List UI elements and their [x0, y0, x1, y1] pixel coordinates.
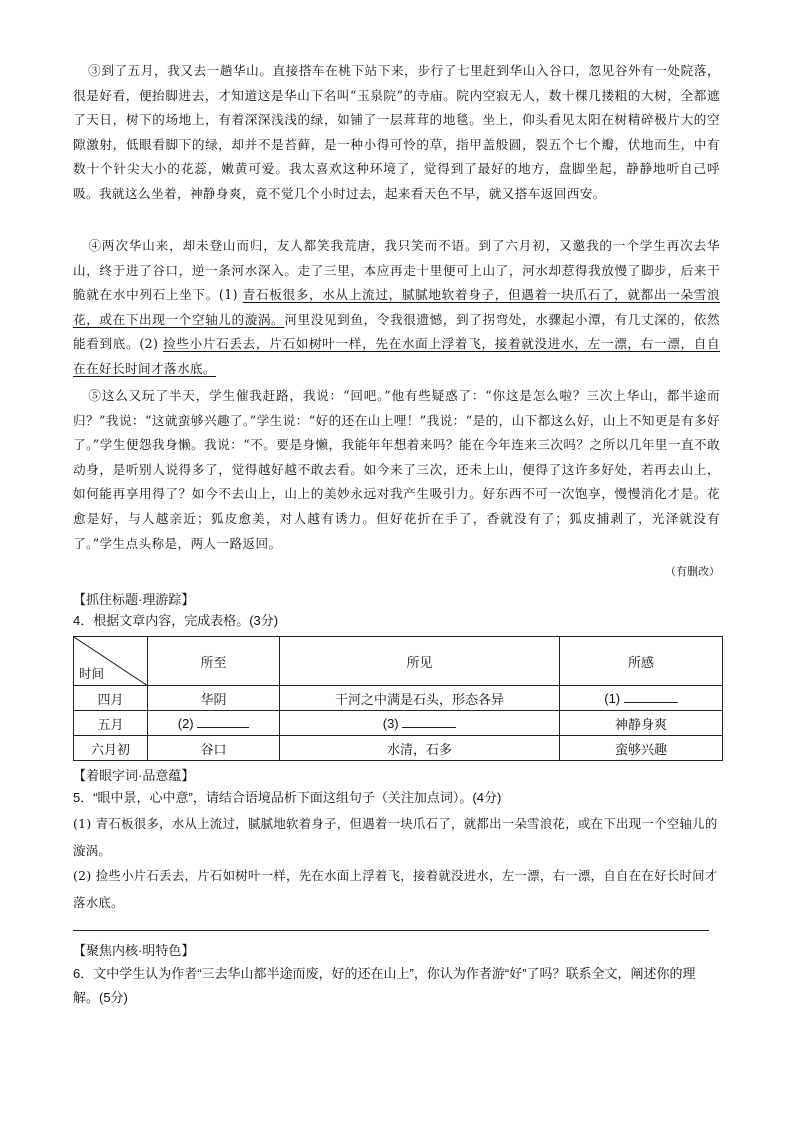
cell-place: 谷口	[148, 736, 280, 761]
passage-paragraph-3: ③到了五月，我又去一趟华山。直接搭车在桃下站下来，步行了七里赶到华山入谷口，忽见谷外有一处院落，很是好看，便抬脚进去，才知道这是华山下名叫“玉泉院”的寺庙。院内空寂无人，数十棵几搂粗的大树，全都遮了天日，树下的场地上，有着深深浅浅的绿，如铺了一层茸茸的地毯。坐上，仰头看见太阳在树精碎极片大的空隙激射，低眼看脚下的绿，却并不是苔藓，是一种小得可怜的草，指甲盖般圆，裂五个七个瓣，伏地而生，中有数十个针尖大小的花蕊，嫩黄可爱。我太喜欢这种环境了，觉得到了最好的地方，盘脚坐起，静静地听自己呼吸。我就这么坐着，神静身爽，竟不觉几个小时过去，起来看天色不早，就又搭车返回西安。	[73, 63, 720, 201]
section-title-3: 【聚焦内核·明特色】	[73, 943, 195, 958]
cell-felt: 神静身爽	[560, 711, 723, 736]
question-6: 6．文中学生认为作者“三去华山都半途而废，好的还在山上”，你认为作者游“好”了吗？联系全文，阐述你的理解。(5分)	[73, 966, 696, 1005]
blank-label-1: (1)	[604, 691, 621, 706]
source-note: （有删改）	[665, 565, 720, 578]
table-row	[74, 736, 723, 761]
question-5: 5．“眼中景，心中意”，请结合语境品析下面这组句子（关注加点词）。(4分)	[73, 790, 502, 805]
cell-felt: 蛮够兴趣	[560, 736, 723, 761]
cell-seen: 干河之中满是石头，形态各异	[280, 686, 560, 711]
diagonal-header-cell	[74, 637, 148, 686]
answer-blank-1[interactable]	[624, 690, 678, 703]
blank-label-2: (2)	[177, 716, 194, 731]
paragraph-4-middle: 河里没见到鱼，令我很遗憾，到了拐弯处，水骤起小潭，有几丈深的，依然能看到底。(2)	[73, 311, 721, 352]
answer-blank-2[interactable]	[197, 715, 249, 728]
table-header-row	[74, 637, 723, 686]
paragraph-4-intro: ④两次华山来，却未登山而归，友人都笑我荒唐，我只笑而不语。到了六月初，又邀我的一个学生再次去华山，终于进了谷口，逆一条河水深入。走了三里，本应再走十里便可上山了，河水却惹得我放慢了脚步，后来干脆就在水中列石上坐下。(1)	[73, 238, 720, 303]
blank-label-3: (3)	[382, 716, 399, 731]
cell-seen	[280, 711, 560, 736]
section-title-1: 【抓住标题·理游踪】	[73, 592, 195, 607]
header-seen: 所见	[280, 637, 560, 686]
header-felt: 所感	[560, 637, 723, 686]
header-place: 所至	[148, 637, 280, 686]
question-4: 4．根据文章内容，完成表格。(3分)	[73, 613, 279, 628]
passage-paragraph-5: ⑤这么又玩了半天，学生催我赶路，我说：“回吧。”他有些疑惑了：“你这是怎么啦？三次上华山，都半途而归？”我说：“这就蛮够兴趣了。”学生说：“好的还在山上哩！”我说：“是的，山下都这么好，山上不知更是有多好了。”学生便怨我身懒。我说：“不。要是身懒，我能年年想着来吗？能在今年连来三次吗？之所以几年里一直不敢动身，是听别人说得多了，觉得越好越不敢去看。如今来了三次，还未上山，便得了这许多好处，若再去山上，如何能再享用得了？如今不去山上，山上的美妙永远对我产生吸引力。好东西不可一次饱享，慢慢消化才是。花愈是好，与人越亲近；狐皮愈美，对人越有诱力。但好花折在手了，香就没有了；狐皮捕剥了，光泽就没有了。”学生点头称是，两人一路返回。	[73, 388, 720, 551]
underlined-sentence-2: 捡些小片石丢去，片石如树叶一样，先在水面上浮着飞，接着就没进水，左一漂，右一漂，自自在在好长时间才落水底。	[73, 336, 720, 376]
table-row	[74, 711, 723, 736]
section-title-2: 【着眼字词·品意蕴】	[73, 768, 195, 783]
answer-line[interactable]	[73, 930, 709, 931]
cell-time: 五月	[74, 711, 148, 736]
cell-place	[148, 711, 280, 736]
underlined-sentence-1: 青石板很多，水从上流过，腻腻地软着身子，但遇着一块爪石了，就都出一朵雪浪花，或在下出现一个空轴儿的漩涡。	[73, 287, 720, 327]
corner-label: 时间	[79, 667, 105, 681]
question-5-sentence-1: (1) 青石板很多，水从上流过，腻腻地软着身子，但遇着一块爪石了，就都出一朵雪浪花，或在下出现一个空轴儿的漩涡。	[73, 816, 718, 858]
cell-place: 华阴	[148, 686, 280, 711]
cell-felt	[560, 686, 723, 711]
passage-paragraph-4	[73, 234, 720, 382]
cell-time: 四月	[74, 686, 148, 711]
cell-seen: 水清，石多	[280, 736, 560, 761]
answer-table	[73, 636, 723, 761]
question-5-sentence-2: (2) 捡些小片石丢去，片石如树叶一样，先在水面上浮着飞，接着就没进水，左一漂，右一漂，自自在在好长时间才落水底。	[73, 868, 718, 910]
cell-time: 六月初	[74, 736, 148, 761]
table-row	[74, 686, 723, 711]
answer-blank-3[interactable]	[402, 715, 456, 728]
